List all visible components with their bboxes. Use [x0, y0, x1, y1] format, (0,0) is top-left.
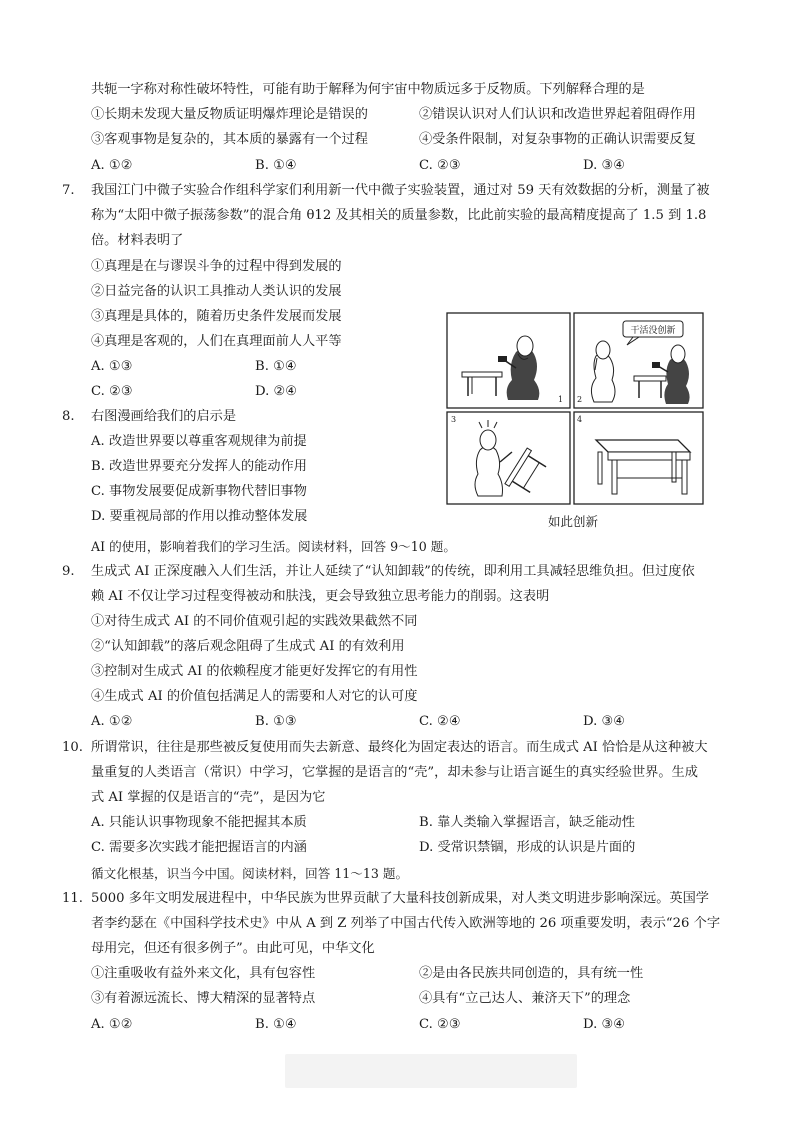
q9-statement-4: ④生成式 AI 的价值包括满足人的需要和人对它的认可度	[91, 689, 418, 704]
q9-stem-line-2: 赖 AI 不仅让学习过程变得被动和肤浅，更会导致独立思考能力的削弱。这表明	[91, 589, 550, 604]
q7-option-c: C. ②③	[91, 384, 133, 399]
q6-statement-4: ④受条件限制，对复杂事物的正确认识需要反复	[419, 132, 696, 147]
q8-option-c: C. 事物发展要促成新事物代替旧事物	[91, 484, 307, 499]
q7-stem-line-2: 称为“太阳中微子振荡参数”的混合角 θ12 及其相关的质量参数，比此前实验的最高精度提高了 1.5 到 1.8	[91, 208, 707, 223]
section-intro-11-13: 循文化根基，识当今中国。阅读材料，回答 11～13 题。	[91, 866, 409, 881]
section-intro-9-10: AI 的使用，影响着我们的学习生活。阅读材料，回答 9～10 题。	[91, 539, 456, 554]
q6-option-d: D. ③④	[583, 158, 626, 173]
comic-panel-1	[447, 313, 570, 408]
q11-option-b: B. ①④	[255, 1017, 297, 1032]
q9-number: 9.	[62, 564, 75, 579]
q7-statement-2: ②日益完备的认识工具推动人类认识的发展	[91, 284, 342, 299]
comic-caption: 如此创新	[548, 514, 599, 529]
q9-statement-3: ③控制对生成式 AI 的依赖程度才能更好发挥它的有用性	[91, 664, 418, 679]
q10-option-c: C. 需要多次实践才能把握语言的内涵	[91, 840, 307, 855]
q7-stem-line-1: 我国江门中微子实验合作组科学家们利用新一代中微子实验装置，通过对 59 天有效数据的分析，测量了被	[91, 183, 710, 198]
q7-option-d: D. ②④	[255, 384, 298, 399]
q9-stem-line-1: 生成式 AI 正深度融入人们生活，并让人延续了“认知卸载”的传统，即利用工具减轻思维负担。但过度依	[91, 564, 695, 579]
comic-panel-2-number: 2	[577, 395, 583, 404]
q11-stem-line-1: 5000 多年文明发展进程中，中华民族为世界贡献了大量科技创新成果，对人类文明进步影响深远。英国学	[91, 891, 709, 906]
q7-statement-1: ①真理是在与谬误斗争的过程中得到发展的	[91, 259, 342, 274]
q9-option-c: C. ②④	[419, 714, 461, 729]
q11-statement-4: ④具有“立己达人、兼济天下”的理念	[419, 991, 631, 1006]
comic-panel-1-number: 1	[558, 395, 564, 404]
q7-number: 7.	[62, 183, 75, 198]
q6-option-c: C. ②③	[419, 158, 461, 173]
q8-stem: 右图漫画给我们的启示是	[91, 409, 237, 424]
q11-stem-line-2: 者李约瑟在《中国科学技术史》中从 A 到 Z 列举了中国古代传入欧洲等地的 26 项重要发明，表示“26 个字	[91, 916, 721, 931]
comic-panel-2	[574, 313, 703, 408]
innovation-comic	[446, 312, 704, 516]
q7-stem-line-3: 倍。材料表明了	[91, 233, 184, 248]
q11-option-a: A. ①②	[91, 1017, 133, 1032]
comic-panel-3	[447, 412, 570, 504]
q7-statement-3: ③真理是具体的，随着历史条件发展而发展	[91, 309, 342, 324]
q8-number: 8.	[62, 409, 75, 424]
q11-option-d: D. ③④	[583, 1017, 626, 1032]
q9-option-a: A. ①②	[91, 714, 133, 729]
q11-option-c: C. ②③	[419, 1017, 461, 1032]
q6-option-a: A. ①②	[91, 158, 133, 173]
q8-option-b: B. 改造世界要充分发挥人的能动作用	[91, 459, 307, 474]
q6-statement-1: ①长期未发现大量反物质证明爆炸理论是错误的	[91, 107, 368, 122]
q11-stem-line-3: 母用完，但还有很多例子”。由此可见，中华文化	[91, 941, 375, 956]
q8-option-d: D. 要重视局部的作用以推动整体发展	[91, 509, 308, 524]
q6-statement-2: ②错误认识对人们认识和改造世界起着阻碍作用	[419, 107, 696, 122]
q10-option-d: D. 受常识禁锢，形成的认识是片面的	[419, 840, 636, 855]
comic-panel-4-number: 4	[577, 415, 583, 424]
comic-speech-bubble: 干活没创新	[630, 326, 676, 336]
q10-option-a: A. 只能认识事物现象不能把握其本质	[91, 815, 307, 830]
q10-number: 10.	[62, 740, 83, 755]
q10-option-b: B. 靠人类输入掌握语言，缺乏能动性	[419, 815, 635, 830]
q10-stem-line-1: 所谓常识，往往是那些被反复使用而失去新意、最终化为固定表达的语言。而生成式 AI 恰恰是从这种被大	[91, 740, 708, 755]
q9-option-b: B. ①③	[255, 714, 297, 729]
q10-stem-line-3: 式 AI 掌握的仅是语言的“壳”，是因为它	[91, 790, 326, 805]
q7-statement-4: ④真理是客观的，人们在真理面前人人平等	[91, 334, 342, 349]
q6-statement-3: ③客观事物是复杂的，其本质的暴露有一个过程	[91, 132, 368, 147]
comic-panel-4	[574, 412, 703, 504]
q11-statement-2: ②是由各民族共同创造的，具有统一性	[419, 966, 644, 981]
comic-panel-3-number: 3	[451, 415, 457, 424]
q9-statement-2: ②“认知卸载”的落后观念阻碍了生成式 AI 的有效利用	[91, 639, 405, 654]
q10-stem-line-2: 量重复的人类语言（常识）中学习，它掌握的是语言的“壳”，却未参与让语言诞生的真实经验世界。生成	[91, 765, 698, 780]
q7-option-a: A. ①③	[91, 359, 133, 374]
q9-statement-1: ①对待生成式 AI 的不同价值观引起的实践效果截然不同	[91, 614, 418, 629]
q9-option-d: D. ③④	[583, 714, 626, 729]
q11-number: 11.	[62, 891, 83, 906]
q6-stem-continuation: 共轭一字称对称性破坏特性，可能有助于解释为何宇宙中物质远多于反物质。下列解释合理的是	[91, 82, 645, 97]
blurred-footer	[285, 1054, 577, 1088]
q6-option-b: B. ①④	[255, 158, 297, 173]
q11-statement-3: ③有着源远流长、博大精深的显著特点	[91, 991, 316, 1006]
q11-statement-1: ①注重吸收有益外来文化，具有包容性	[91, 966, 316, 981]
q7-option-b: B. ①④	[255, 359, 297, 374]
q8-option-a: A. 改造世界要以尊重客观规律为前提	[91, 434, 307, 449]
